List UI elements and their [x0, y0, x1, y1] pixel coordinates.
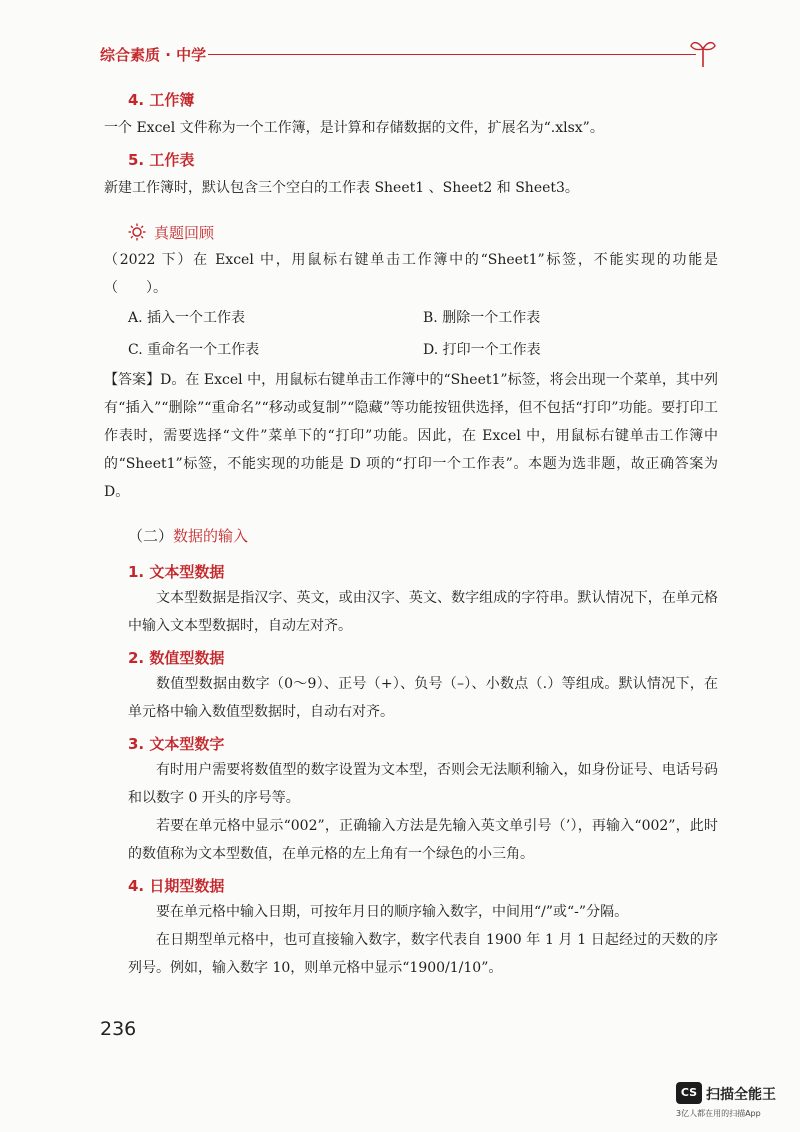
paragraph-date-data-2: 在日期型单元格中，也可直接输入数字，数字代表自 1900 年 1 月 1 日起经过的天数的序列号。例如，输入数字 10，则单元格中显示“1900/1/10”。	[128, 932, 718, 976]
paragraph-date-data-1: 要在单元格中输入日期，可按年月日的顺序输入数字，中间用“/”或“-”分隔。	[156, 904, 629, 920]
paragraph-text-number-2: 若要在单元格中显示“002”，正确输入方法是先输入英文单引号（’），再输入“002”，此时的数值称为文本型数值，在单元格的左上角有一个绿色的小三角。	[128, 818, 718, 862]
part2-title: 数据的输入	[173, 527, 249, 545]
header-title: 综合素质 · 中学	[100, 46, 207, 64]
review-answer: 【答案】D。在 Excel 中，用鼠标右键单击工作簿中的“Sheet1”标签，将会出现一个菜单，其中列有“插入”“删除”“重命名”“移动或复制”“隐藏”等功能按钮供选择，但不包括“打印”功能。要打印工作表时，需要选择“文件”菜单下的“打印”功能。因此，在 Excel 中，用鼠标右键单击工作簿中的“Sheet1”标签，不能实现的功能是 D 项的“打印一个工作表”。本题为选非题，故正确答案为 D。	[104, 372, 718, 500]
camscanner-logo-icon: CS	[676, 1082, 702, 1104]
section-heading-worksheet: 5. 工作表	[128, 151, 195, 169]
paragraph-workbook: 一个 Excel 文件称为一个工作簿，是计算和存储数据的文件，扩展名为“.xlsx”。	[104, 120, 604, 136]
header-rule	[208, 54, 696, 55]
review-question: （2022 下）在 Excel 中，用鼠标右键单击工作簿中的“Sheet1”标签，不能实现的功能是（ ）。	[104, 252, 718, 296]
review-heading	[128, 218, 718, 246]
page-header	[100, 38, 720, 72]
heading-text-data: 1. 文本型数据	[128, 563, 225, 581]
watermark-tagline: 3亿人都在用的扫描App	[676, 1109, 761, 1118]
paragraph-worksheet: 新建工作簿时，默认包含三个空白的工作表 Sheet1 、Sheet2 和 Sheet3。	[104, 180, 579, 196]
heading-numeric-data: 2. 数值型数据	[128, 649, 225, 667]
review-options	[128, 302, 718, 366]
sprout-icon	[690, 38, 716, 68]
option-c: C. 重命名一个工作表	[128, 342, 260, 358]
page-content	[104, 88, 718, 982]
page-number: 236	[100, 1018, 137, 1040]
review-title: 真题回顾	[154, 223, 215, 242]
scanner-watermark	[676, 1082, 786, 1122]
part2-prefix: （二）	[128, 527, 174, 545]
paragraph-numeric-data: 数值型数据由数字（0～9）、正号（+）、负号（–）、小数点（.）等组成。默认情况下，在单元格中输入数值型数据时，自动右对齐。	[128, 676, 718, 720]
section-heading-workbook: 4. 工作簿	[128, 91, 195, 109]
option-a: A. 插入一个工作表	[128, 310, 246, 326]
heading-text-number: 3. 文本型数字	[128, 735, 225, 753]
watermark-name: 扫描全能王	[706, 1087, 776, 1103]
paragraph-text-number-1: 有时用户需要将数值型的数字设置为文本型，否则会无法顺利输入，如身份证号、电话号码和以数字 0 开头的序号等。	[128, 762, 718, 806]
option-d: D. 打印一个工作表	[423, 342, 541, 358]
heading-date-data: 4. 日期型数据	[128, 877, 225, 895]
part2-heading	[128, 522, 718, 550]
option-b: B. 删除一个工作表	[423, 310, 541, 326]
paragraph-text-data: 文本型数据是指汉字、英文，或由汉字、英文、数字组成的字符串。默认情况下，在单元格中输入文本型数据时，自动左对齐。	[128, 590, 718, 634]
sun-icon	[128, 223, 146, 241]
